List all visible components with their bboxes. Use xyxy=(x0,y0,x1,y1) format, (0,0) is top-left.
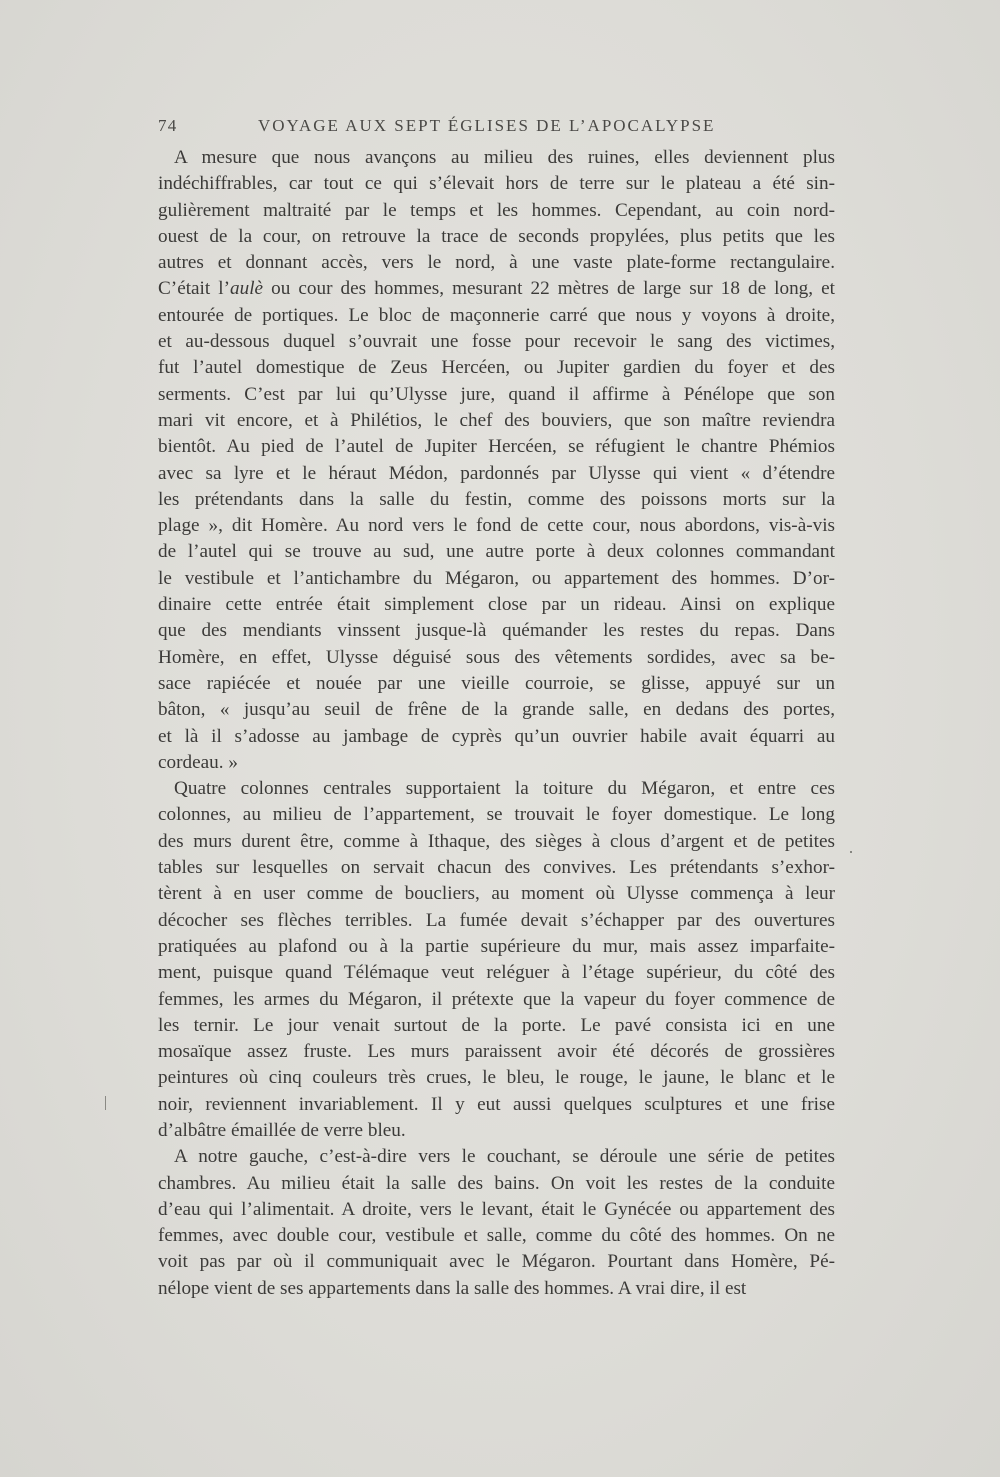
running-title: VOYAGE AUX SEPT ÉGLISES DE L’APOCALYPSE xyxy=(258,116,716,135)
italic-term: aulè xyxy=(230,278,264,300)
text-line: bâton, « jusqu’au seuil de frêne de la grande salle, en dedans des portes, xyxy=(158,699,835,721)
text-line: ment, puisque quand Télémaque veut reléguer à l’étage supérieur, du côté des xyxy=(158,962,835,984)
paragraph xyxy=(158,145,835,776)
text-line: des murs durent être, comme à Ithaque, des sièges à clous d’argent et de petites xyxy=(158,830,835,852)
text-line: et au-dessous duquel s’ouvrait une fosse pour recevoir le sang des victimes, xyxy=(158,331,835,353)
text-line: nélope vient de ses appartements dans la salle des hommes. A vrai dire, il est xyxy=(158,1277,747,1299)
text-line: chambres. Au milieu était la salle des bains. On voit les restes de la conduite xyxy=(158,1172,835,1194)
text-line: Quatre colonnes centrales supportaient la toiture du Mégaron, et entre ces xyxy=(174,778,835,800)
page-number: 74 xyxy=(158,116,178,135)
paragraph xyxy=(158,776,835,1144)
margin-dot xyxy=(850,851,852,853)
text-line: bientôt. Au pied de l’autel de Jupiter Hercéen, se réfugient le chantre Phémios xyxy=(158,436,835,458)
paragraph xyxy=(158,1144,835,1302)
text-line: cordeau. » xyxy=(158,751,238,773)
text-line: A notre gauche, c’est-à-dire vers le couchant, se déroule une série de petites xyxy=(174,1146,835,1168)
text-line: A mesure que nous avançons au milieu des ruines, elles deviennent plus xyxy=(174,147,835,168)
text-line: les prétendants dans la salle du festin, comme des poissons morts sur la xyxy=(158,488,835,510)
text-line: peintures où cinq couleurs très crues, le bleu, le rouge, le jaune, le blanc et le xyxy=(158,1067,835,1089)
text-line: femmes, les armes du Mégaron, il prétexte que la vapeur du foyer commence de xyxy=(158,988,835,1010)
text-line: serments. C’est par lui qu’Ulysse jure, quand il affirme à Pénélope que son xyxy=(158,383,835,405)
text-line: sace rapiécée et nouée par une vieille courroie, se glisse, appuyé sur un xyxy=(158,672,835,694)
text-line: fut l’autel domestique de Zeus Hercéen, ou Jupiter gardien du foyer et des xyxy=(158,357,835,379)
text-line: pratiquées au plafond ou à la partie supérieure du mur, mais assez imparfaite- xyxy=(158,935,835,957)
text-line: dinaire cette entrée était simplement close par un rideau. Ainsi on explique xyxy=(158,594,835,616)
body-text xyxy=(158,145,835,1302)
text-line: les ternir. Le jour venait surtout de la porte. Le pavé consista ici en une xyxy=(158,1014,835,1036)
text-line: noir, reviennent invariablement. Il y eut aussi quelques sculptures et une frise xyxy=(158,1093,835,1115)
text-line: avec sa lyre et le héraut Médon, pardonnés par Ulysse qui vient « d’étendre xyxy=(158,462,835,484)
text-line: voit pas par où il communiquait avec le Mégaron. Pourtant dans Homère, Pé- xyxy=(158,1251,835,1273)
text-line: décocher ses flèches terribles. La fumée devait s’échapper par des ouvertures xyxy=(158,909,835,931)
text-line: et là il s’adosse au jambage de cyprès qu’un ouvrier habile avait équarri au xyxy=(158,725,835,747)
text-line: plage », dit Homère. Au nord vers le fond de cette cour, nous abordons, vis-à-vis xyxy=(158,515,835,537)
text-line: mosaïque assez fruste. Les murs paraissent avoir été décorés de grossières xyxy=(158,1041,835,1063)
text-line: gulièrement maltraité par le temps et les hommes. Cependant, au coin nord- xyxy=(158,199,835,221)
text-line: indéchiffrables, car tout ce qui s’élevait hors de terre sur le plateau a été sin- xyxy=(158,173,835,195)
text-line: le vestibule et l’antichambre du Mégaron, ou appartement des hommes. D’or- xyxy=(158,567,835,589)
margin-tick xyxy=(105,1096,106,1110)
text-line: colonnes, au milieu de l’appartement, se trouvait le foyer domestique. Le long xyxy=(158,804,835,826)
text-line: femmes, avec double cour, vestibule et salle, comme du côté des hommes. On ne xyxy=(158,1225,835,1247)
text-line: mari vit encore, et à Philétios, le chef des bouviers, que son maître reviendra xyxy=(158,409,835,431)
text-line: tèrent à en user comme de boucliers, au moment où Ulysse commença à leur xyxy=(158,883,835,905)
text-line: ouest de la cour, on retrouve la trace de seconds propylées, plus petits que les xyxy=(158,225,835,247)
text-line: autres et donnant accès, vers le nord, à une vaste plate-forme rectangulaire. xyxy=(158,252,835,274)
running-head xyxy=(158,116,835,140)
text-line: d’eau qui l’alimentait. A droite, vers le levant, était le Gynécée ou appartement des xyxy=(158,1198,835,1220)
text-line: tables sur lesquelles on servait chacun des convives. Les prétendants s’exhor- xyxy=(158,857,835,879)
text-line: de l’autel qui se trouve au sud, une autre porte à deux colonnes commandant xyxy=(158,541,835,563)
text-line: que des mendiants vinssent jusque-là quémander les restes du repas. Dans xyxy=(158,620,835,642)
text-line: d’albâtre émaillée de verre bleu. xyxy=(158,1119,406,1141)
text-line: C’était l’aulè ou cour des hommes, mesurant 22 mètres de large sur 18 de long, et xyxy=(158,278,835,300)
text-line: Homère, en effet, Ulysse déguisé sous des vêtements sordides, avec sa be- xyxy=(158,646,835,668)
text-line: entourée de portiques. Le bloc de maçonnerie carré que nous y voyons à droite, xyxy=(158,304,835,326)
